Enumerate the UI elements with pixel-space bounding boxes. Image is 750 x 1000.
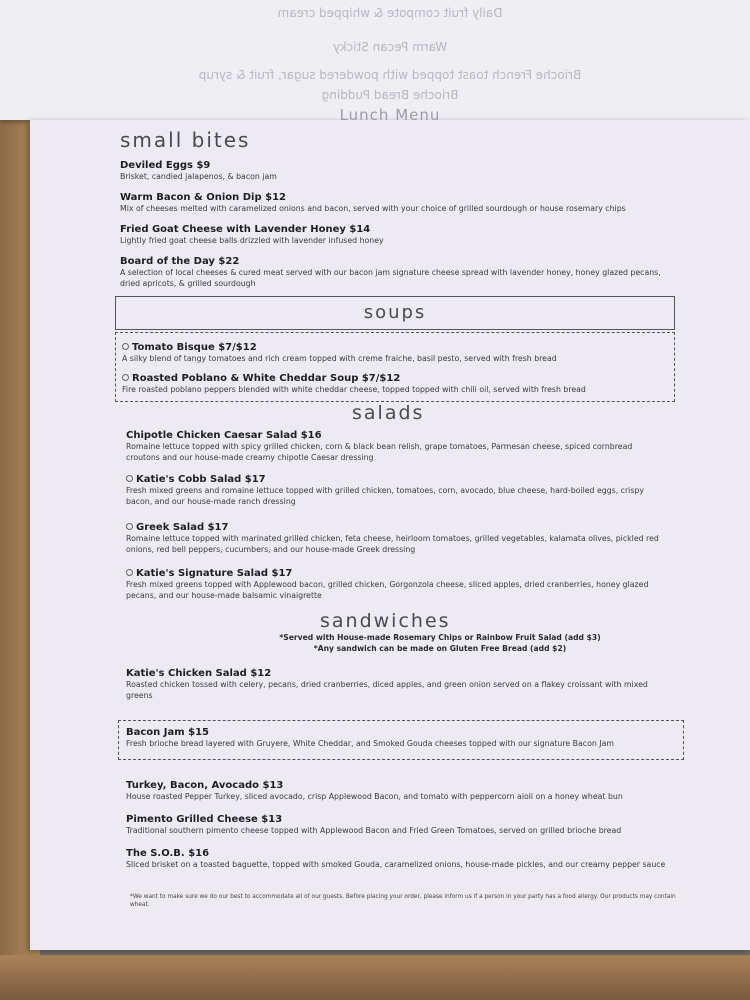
menu-item [120,192,680,215]
menu-item [122,373,662,396]
back-sheet-line: Warm Pecan Sticky [332,40,448,54]
item-name: Deviled Eggs $9 [120,160,211,171]
menu-item [126,848,686,871]
item-desc: Brisket, candied jalapenos, & bacon jam [120,172,277,181]
item-desc: Mix of cheeses melted with caramelized onions and bacon, served with your choice of grilled sourdough or house rosemary chips [120,204,626,213]
bullet-icon [126,523,133,530]
item-desc: Romaine lettuce topped with spicy grilled chicken, corn & black bean relish, grape tomatoes, Parmesan cheese, spiced cornbread croutons and our house-made creamy chipotle Caesar dressing [126,442,633,462]
menu-page [30,106,750,950]
soups-heading-box [115,296,675,330]
menu-item [120,256,680,289]
wooden-table [0,955,750,1000]
item-name: Bacon Jam $15 [126,727,210,738]
item-name: Katie's Cobb Salad $17 [136,474,266,485]
sandwich-note: *Served with House-made Rosemary Chips or Rainbow Fruit Salad (add $3) [279,633,601,642]
menu-item [122,342,662,365]
item-desc: Romaine lettuce topped with marinated grilled chicken, feta cheese, heirloom tomatoes, grilled vegetables, kalamata olives, pickled red onions, red bell peppers, cucumbers, and our house-made Greek dressing [126,534,659,554]
item-name: Greek Salad $17 [136,522,229,533]
menu-item [126,568,666,601]
menu-item [120,224,680,247]
section-heading-soups: soups [363,302,427,323]
back-sheet [0,0,750,120]
menu-item [126,668,676,701]
back-sheet-line: Brioche French toast topped with powdered sugar, fruit & syrup [198,68,582,82]
item-name: Roasted Poblano & White Cheddar Soup $7/$12 [132,373,401,384]
section-heading-small-bites: small bites [120,128,251,152]
back-sheet-line: Daily fruit compote & whipped cream [277,6,503,20]
item-desc: Fresh brioche bread layered with Gruyere, White Cheddar, and Smoked Gouda cheeses topped with our signature Bacon Jam [126,739,614,748]
item-name: The S.O.B. $16 [126,848,210,859]
menu-item [126,474,666,507]
bullet-icon [126,569,133,576]
item-desc: Fire roasted poblano peppers blended with white cheddar cheese, topped topped with chili oil, served with fresh bread [122,385,586,394]
menu-item [120,160,680,183]
item-desc: Lightly fried goat cheese balls drizzled with lavender infused honey [120,236,384,245]
allergy-footer: *We want to make sure we do our best to accommodate all of our guests. Before placing your order, please inform us if a person in your party has a food allergy. Our products may contain wheat. [130,894,676,908]
bullet-icon [126,475,133,482]
item-desc: Fresh mixed greens topped with Applewood bacon, grilled chicken, Gorgonzola cheese, sliced apples, dried cranberries, honey glazed pecans, and our house-made balsamic vinaigrette [126,580,649,600]
menu-item [126,780,676,803]
item-name: Katie's Chicken Salad $12 [126,668,272,679]
item-name: Chipotle Chicken Caesar Salad $16 [126,430,322,441]
item-desc: Sliced brisket on a toasted baguette, topped with smoked Gouda, caramelized onions, house-made pickles, and our creamy pepper sauce [126,860,666,869]
item-name: Pimento Grilled Cheese $13 [126,814,283,825]
item-desc: A selection of local cheeses & cured meat served with our bacon jam signature cheese spread with lavender honey, honey glazed pecans, dried apricots, & grilled sourdough [120,268,661,288]
item-name: Fried Goat Cheese with Lavender Honey $14 [120,224,371,235]
item-desc: House roasted Pepper Turkey, sliced avocado, crisp Applewood Bacon, and tomato with peppercorn aioli on a honey wheat bun [126,792,623,801]
item-name: Katie's Signature Salad $17 [136,568,293,579]
page-title: Lunch Menu [339,106,441,124]
item-desc: Roasted chicken tossed with celery, pecans, dried cranberries, diced apples, and green onion served on a flakey croissant with mixed greens [126,680,648,700]
bullet-icon [122,374,129,381]
item-name: Turkey, Bacon, Avocado $13 [126,780,284,791]
section-heading-sandwiches: sandwiches [320,610,451,632]
menu-item [126,522,666,555]
item-desc: Fresh mixed greens and romaine lettuce topped with grilled chicken, tomatoes, corn, avocado, blue cheese, hard-boiled eggs, crispy bacon, and our house-made ranch dressing [126,486,644,506]
item-name: Warm Bacon & Onion Dip $12 [120,192,286,203]
back-sheet-line: Brioche Bread Pudding [321,88,459,102]
item-name: Board of the Day $22 [120,256,240,267]
menu-item [126,430,666,463]
item-desc: Traditional southern pimento cheese topped with Applewood Bacon and Fried Green Tomatoes, served on grilled brioche bread [126,826,622,835]
bullet-icon [122,343,129,350]
item-name: Tomato Bisque $7/$12 [132,342,257,353]
section-heading-salads: salads [352,402,425,424]
item-desc: A silky blend of tangy tomatoes and rich cream topped with creme fraiche, basil pesto, served with fresh bread [122,354,557,363]
sandwich-note: *Any sandwich can be made on Gluten Free Bread (add $2) [313,644,567,653]
menu-item [126,814,676,837]
menu-item [126,727,676,750]
